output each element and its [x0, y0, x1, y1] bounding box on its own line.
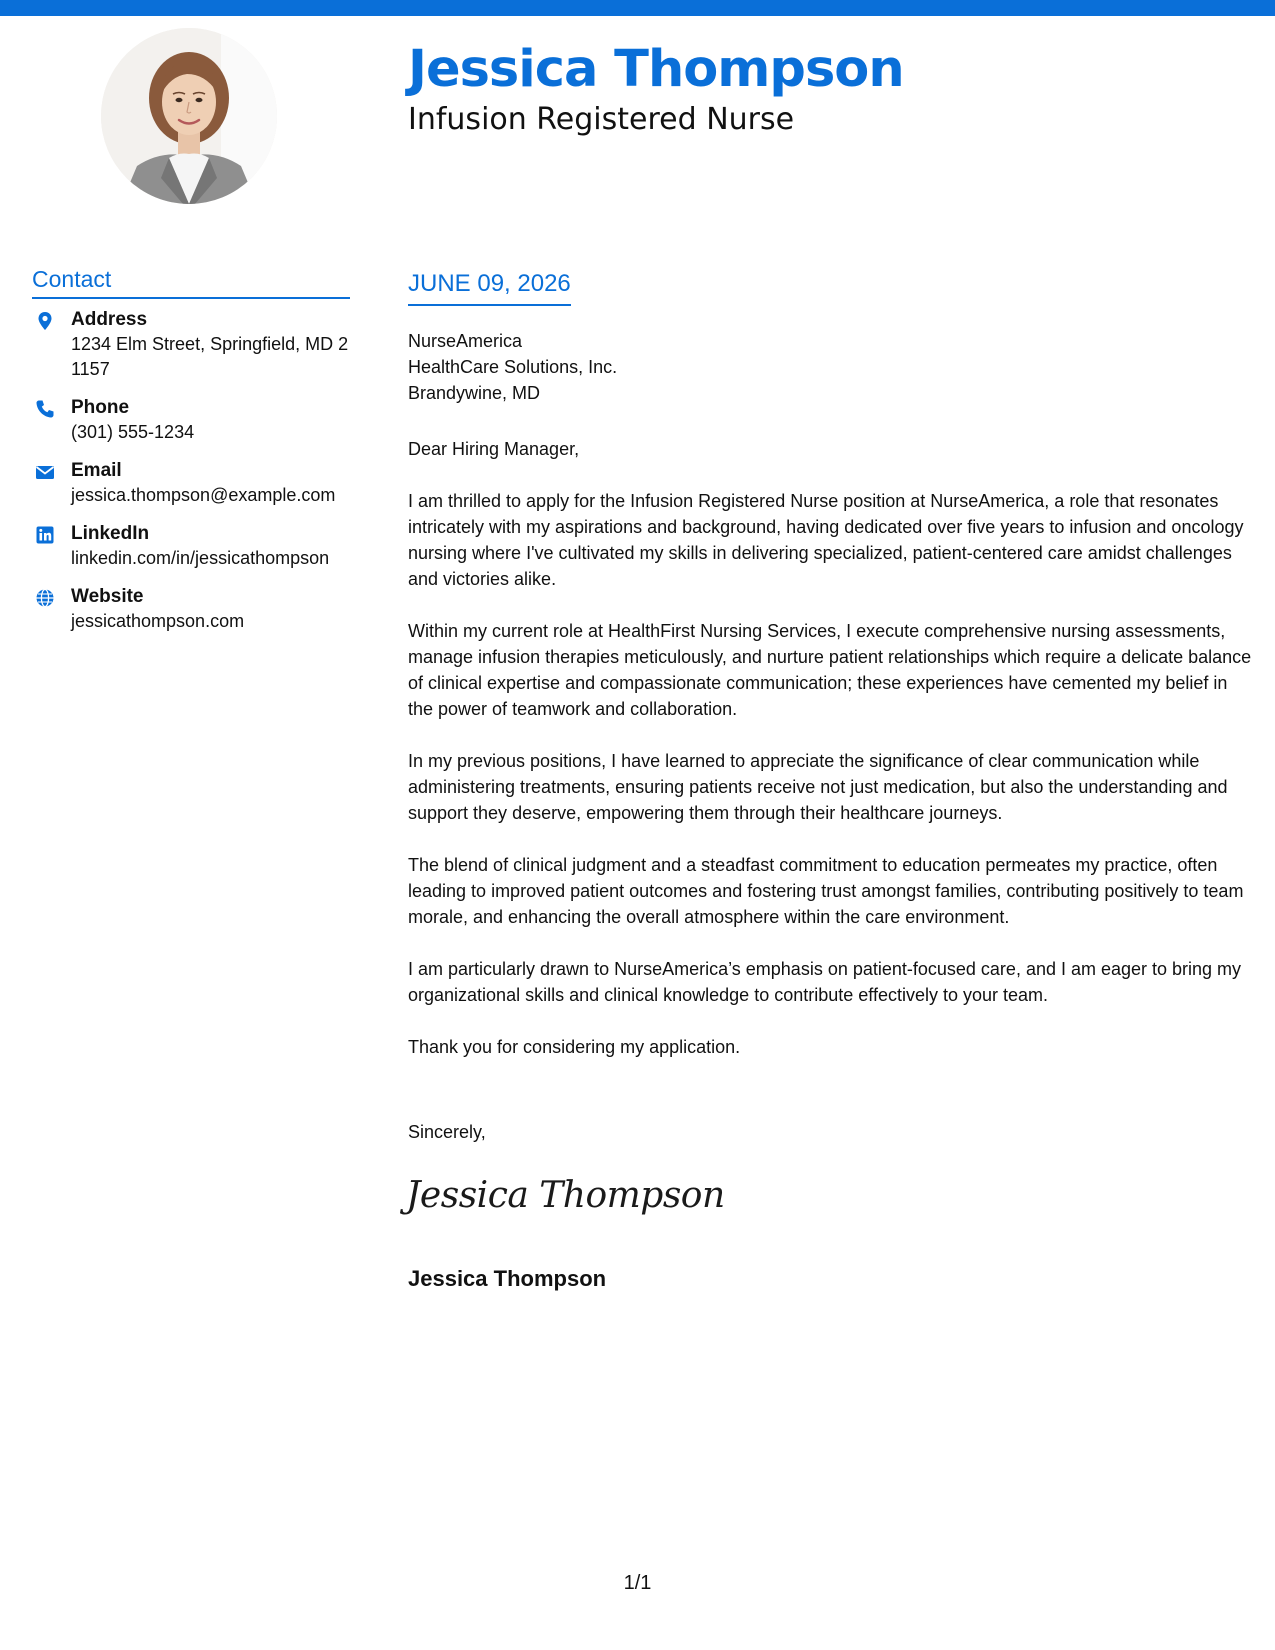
recipient-location: Brandywine, MD	[408, 383, 541, 403]
contact-item-email	[32, 459, 352, 508]
phone-icon	[35, 399, 55, 419]
recipient-company: NurseAmerica	[408, 331, 523, 351]
letter-date: JUNE 09, 2026	[408, 270, 571, 306]
recipient-block	[408, 328, 617, 406]
linkedin-icon	[35, 525, 55, 545]
candidate-name: Jessica Thompson	[408, 40, 904, 99]
closing: Sincerely,	[408, 1122, 486, 1142]
handwritten-signature: Jessica Thompson	[406, 1175, 725, 1216]
phone-value: (301) 555-1234	[71, 422, 195, 442]
letter-paragraph: I am particularly drawn to NurseAmerica’s emphasis on patient-focused care, and I am eager to bring my organizational skills and clinical knowledge to contribute effectively to your team.	[408, 959, 1242, 1005]
website-label: Website	[71, 586, 144, 607]
page-number: 1/1	[623, 1572, 652, 1594]
signer-name: Jessica Thompson	[408, 1266, 607, 1291]
salutation: Dear Hiring Manager,	[408, 439, 580, 459]
globe-icon	[35, 588, 55, 608]
linkedin-value[interactable]: linkedin.com/in/jessicathompson	[71, 548, 330, 568]
contact-item-address	[32, 308, 352, 382]
contact-item-website	[32, 585, 352, 634]
letter-paragraph: Thank you for considering my application.	[408, 1037, 741, 1057]
profile-photo	[101, 28, 277, 204]
recipient-organization: HealthCare Solutions, Inc.	[408, 357, 618, 377]
contact-list	[32, 308, 352, 648]
email-value[interactable]: jessica.thompson@example.com	[71, 485, 336, 505]
email-label: Email	[71, 460, 122, 481]
phone-label: Phone	[71, 397, 130, 418]
contact-item-phone	[32, 396, 352, 445]
letter-body	[408, 436, 1253, 1086]
contact-item-linkedin	[32, 522, 352, 571]
linkedin-label: LinkedIn	[71, 523, 150, 544]
letter-paragraph: I am thrilled to apply for the Infusion Registered Nurse position at NurseAmerica, a role that resonates intricately with my aspirations and background, having dedicated over five years to infusion and oncology nursing where I've cultivated my skills in delivering specialized, patient-centered care amidst challenges and victories alike.	[408, 491, 1244, 589]
letter-paragraph: In my previous positions, I have learned to appreciate the significance of clear communication while administering treatments, ensuring patients receive not just medication, but also the understanding and support they deserve, empowering them through their healthcare journeys.	[408, 751, 1228, 823]
accent-top-bar	[0, 0, 1275, 16]
map-pin-icon	[35, 311, 55, 331]
address-value: 1234 Elm Street, Springfield, MD 21157	[71, 334, 349, 379]
contact-heading: Contact	[32, 266, 350, 299]
letter-paragraph: Within my current role at HealthFirst Nursing Services, I execute comprehensive nursing assessments, manage infusion therapies meticulously, and nurture patient relationships which require a delicate balance of clinical expertise and compassionate communication; these experiences have cemented my belief in the power of teamwork and collaboration.	[408, 621, 1252, 719]
address-label: Address	[71, 309, 148, 330]
envelope-icon	[35, 462, 55, 482]
job-title: Infusion Registered Nurse	[408, 102, 795, 137]
website-value[interactable]: jessicathompson.com	[71, 611, 245, 631]
letter-paragraph: The blend of clinical judgment and a steadfast commitment to education permeates my practice, often leading to improved patient outcomes and fostering trust amongst families, contributing positively to team morale, and enhancing the overall atmosphere within the care environment.	[408, 855, 1244, 927]
